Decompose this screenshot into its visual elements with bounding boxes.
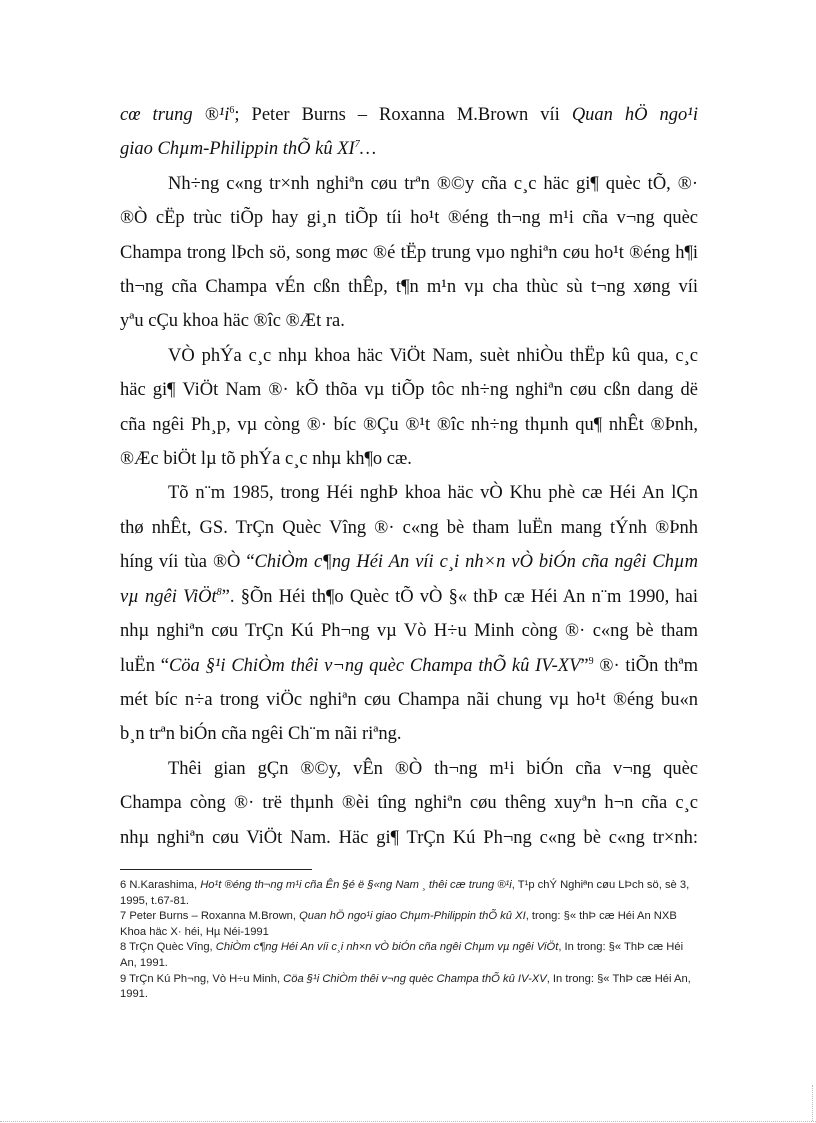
italic-title: Cöa §¹i ChiÒm thêi v¬ng quèc Champa thÕ kû IV-XV: [283, 972, 547, 985]
body-text: [120, 98, 698, 855]
text-run: ”. §Õn Héi th¶o Quèc tÕ vÒ §« thÞ cæ Héi An n¨m 1990, hai: [221, 586, 698, 607]
text-line: VÒ phÝa c¸c nhµ khoa häc ViÖt Nam, suèt nhiÒu thËp kû qua, c¸c: [168, 345, 698, 366]
text-run: , T¹p chÝ Nghiªn cøu LÞch sö, sè 3, 1995, t.67-81.: [120, 879, 690, 907]
text-line: Tõ n¨m 1985, trong Héi nghÞ khoa häc vÒ Khu phè cæ Héi An lÇn: [168, 483, 698, 504]
text-line: Thêi gian gÇn ®©y, vÊn ®Ò th¬ng m¹i biÓn cña v¬ng quèc: [168, 758, 698, 779]
text-line: ®Æc biÖt lµ tõ phÝa c¸c nhµ kh¶o cæ.: [120, 449, 412, 470]
text-run: híng víi tùa ®Ò “: [120, 552, 255, 573]
text-line: [120, 132, 698, 166]
italic-title: giao Chµm-Philippin thÕ kû XI: [120, 139, 355, 160]
footnote-9: [120, 972, 700, 1003]
italic-title: Cöa §¹i ChiÒm thêi v¬ng quèc Champa thÕ kû IV-XV: [168, 655, 581, 676]
text-run: , trong: §« thÞ cæ Héi An NXB Khoa häc X· héi, Hµ Néi-1991: [120, 910, 677, 938]
text-line: yªu cÇu khoa häc ®îc ®Æt ra.: [120, 311, 345, 332]
text-run: luËn “: [120, 655, 169, 676]
italic-title: Quan hÖ ngo¹i: [571, 105, 698, 125]
text-line: mét bíc n÷a trong viÖc nghiªn cøu Champa nãi chung vµ ho¹t ®éng bu«n: [120, 689, 698, 710]
footnote-ref-6[interactable]: 6: [229, 104, 235, 116]
text-line: cña ngêi Ph¸p, vµ còng ®· bíc ®Çu ®¹t ®îc nh÷ng thµnh qu¶ nhÊt ®Þnh,: [120, 414, 698, 435]
text-run: 6 N.Karashima,: [120, 879, 201, 891]
paragraph-international-scholars: [120, 167, 698, 339]
text-line: [120, 649, 698, 683]
text-run: 7 Peter Burns – Roxanna M.Brown,: [120, 910, 300, 923]
text-run: …: [359, 139, 377, 160]
paragraph-continuation: [120, 98, 698, 167]
italic-title: ChiÒm c¶ng Héi An víi c¸i nh×n vÒ biÓn cña ngêi Chµm vµ ngêi ViÖt: [215, 941, 559, 954]
text-line: ®Ò cËp trùc tiÕp hay gi¸n tiÕp tíi ho¹t ®éng th¬ng m¹i cña v¬ng quèc: [120, 208, 698, 229]
italic-title: ChiÒm c¶ng Héi An víi c¸i nh×n vÒ biÓn cña ngêi Chµm: [254, 552, 698, 573]
paragraph-1985-conference: [120, 476, 698, 751]
footnotes: [120, 878, 700, 1003]
text-run: 8 TrÇn Quèc Vîng,: [120, 941, 216, 954]
text-run: , In trong: §« ThÞ cæ Héi An, 1991.: [120, 941, 684, 969]
text-line: Champa trong lÞch sö, song møc ®é tËp trung vµo nghiªn cøu ho¹t ®éng h¶i: [120, 242, 698, 263]
text-line: [120, 580, 698, 614]
text-line: nhµ nghiªn cøu ViÖt Nam. Häc gi¶ TrÇn Kú Ph¬ng c«ng bè c«ng tr×nh:: [120, 827, 698, 848]
paragraph-vietnamese-scholars: [120, 339, 698, 477]
text-run: ; Peter Burns – Roxanna M.Brown víi: [234, 105, 572, 125]
text-line: b¸n trªn biÓn cña ngêi Ch¨m nãi riªng.: [120, 724, 402, 745]
page-bottom-border: [0, 1121, 816, 1122]
footnote-separator: [120, 869, 312, 870]
footnote-6: [120, 878, 700, 909]
text-line: thø nhÊt, GS. TrÇn Quèc Vîng ®· c«ng bè tham luËn mang tÝnh ®Þnh: [120, 517, 698, 538]
footnote-ref-9[interactable]: 9: [588, 655, 594, 667]
text-line: [120, 545, 698, 579]
text-run: 9 TrÇn Kú Ph¬ng, Vò H÷u Minh,: [120, 972, 284, 985]
text-line: häc gi¶ ViÖt Nam ®· kÕ thõa vµ tiÕp tôc nh÷ng nghiªn cøu cßn dang dë: [120, 380, 698, 401]
italic-title: Ho¹t ®éng th¬ng m¹i cña Ên §é ë §«ng Nam ¸ thêi cæ trung ®¹i: [200, 879, 512, 891]
footnote-ref-7[interactable]: 7: [354, 139, 360, 151]
text-line: nhµ nghiªn cøu TrÇn Kú Ph¬ng vµ Vò H÷u Minh còng ®· c«ng bè tham: [120, 621, 698, 642]
text-run: ”: [580, 655, 589, 676]
italic-title: Quan hÖ ngo¹i giao Chµm-Philippin thÕ kû XI: [299, 910, 526, 923]
text-line: Nh÷ng c«ng tr×nh nghiªn cøu trªn ®©y cña c¸c häc gi¶ quèc tÕ, ®·: [168, 173, 698, 194]
text-run: ®· tiÕn thªm: [593, 655, 699, 676]
text-line: [120, 98, 698, 132]
paragraph-recent-research: [120, 752, 698, 855]
text-line: th¬ng cña Champa vÉn cßn thÊp, t¶n m¹n vµ cha thùc sù t¬ng xøng víi: [120, 277, 698, 298]
italic-title: cœ trung ®¹i: [120, 105, 230, 125]
footnote-7: [120, 909, 700, 940]
text-run: , In trong: §« ThÞ cæ Héi An, 1991.: [120, 972, 691, 1001]
footnote-8: [120, 940, 700, 971]
page-corner-border: [812, 1085, 813, 1121]
text-line: Champa còng ®· trë thµnh ®èi tîng nghiªn cøu thêng xuyªn h¬n cña c¸c: [120, 793, 698, 814]
italic-title: vµ ngêi ViÖt: [120, 586, 217, 607]
footnote-ref-8[interactable]: 8: [216, 586, 222, 598]
